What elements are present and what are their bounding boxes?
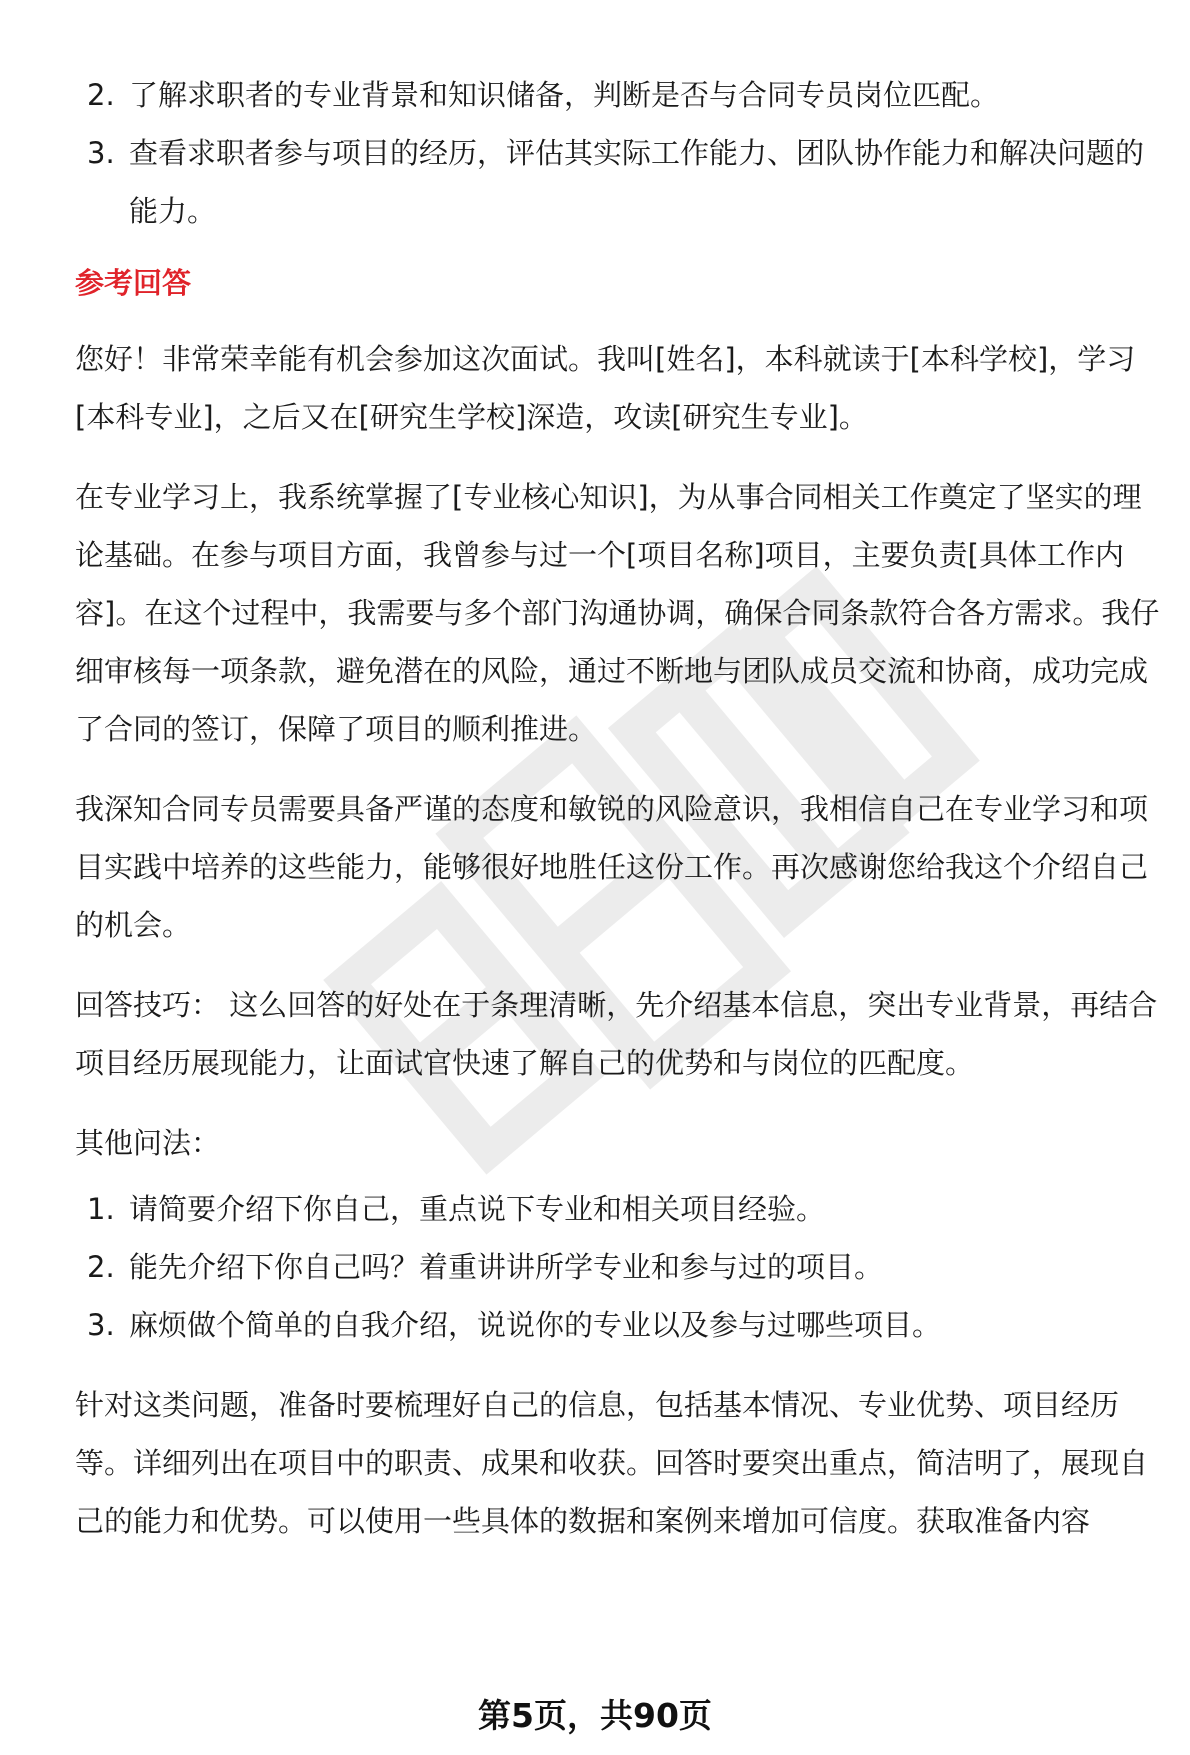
answer-paragraph: 我深知合同专员需要具备严谨的态度和敏锐的风险意识，我相信自己在专业学习和项目实践中培养的这些能力，能够很好地胜任这份工作。再次感谢您给我这个介绍自己的机会。 — [75, 792, 1149, 942]
list-item-text: 查看求职者参与项目的经历，评估其实际工作能力、团队协作能力和解决问题的能力。 — [129, 136, 1145, 228]
reference-answer-heading: 参考回答 — [75, 266, 192, 300]
list-item — [75, 1180, 1165, 1238]
list-item-number: 1. — [87, 1192, 115, 1226]
document-body — [75, 66, 1165, 1572]
list-item — [75, 124, 1165, 240]
list-item-text: 请简要介绍下你自己，重点说下专业和相关项目经验。 — [129, 1192, 826, 1226]
list-item-number: 2. — [87, 78, 115, 112]
list-item — [75, 1296, 1165, 1354]
list-item — [75, 66, 1165, 124]
closing-paragraph: 针对这类问题，准备时要梳理好自己的信息，包括基本情况、专业优势、项目经历等。详细列出在项目中的职责、成果和收获。回答时要突出重点，简洁明了，展现自己的能力和优势。可以使用一些具体的数据和案例来增加可信度。获取准备内容 — [75, 1388, 1149, 1538]
other-questions-heading: 其他问法： — [75, 1126, 221, 1160]
other-questions-list — [75, 1180, 1165, 1354]
list-item-number: 2. — [87, 1250, 115, 1284]
list-item-text: 了解求职者的专业背景和知识储备，判断是否与合同专员岗位匹配。 — [129, 78, 1000, 112]
evaluation-list — [75, 66, 1165, 240]
answer-paragraph: 您好！非常荣幸能有机会参加这次面试。我叫[姓名]，本科就读于[本科学校]，学习[本科专业]，之后又在[研究生学校]深造，攻读[研究生专业]。 — [75, 342, 1136, 434]
page-number-footer: 第5页，共90页 — [478, 1696, 712, 1735]
list-item-text: 能先介绍下你自己吗？着重讲讲所学专业和参与过的项目。 — [129, 1250, 884, 1284]
answer-paragraph: 在专业学习上，我系统掌握了[专业核心知识]，为从事合同相关工作奠定了坚实的理论基础。在参与项目方面，我曾参与过一个[项目名称]项目，主要负责[具体工作内容]。在这个过程中，我需要与多个部门沟通协调，确保合同条款符合各方需求。我仔细审核每一项条款，避免潜在的风险，通过不断地与团队成员交流和协商，成功完成了合同的签订，保障了项目的顺利推进。 — [75, 480, 1160, 746]
list-item-number: 3. — [87, 136, 115, 170]
list-item-number: 3. — [87, 1308, 115, 1342]
list-item-text: 麻烦做个简单的自我介绍，说说你的专业以及参与过哪些项目。 — [129, 1308, 942, 1342]
list-item — [75, 1238, 1165, 1296]
answer-tip-paragraph: 回答技巧： 这么回答的好处在于条理清晰，先介绍基本信息，突出专业背景，再结合项目经历展现能力，让面试官快速了解自己的优势和与岗位的匹配度。 — [75, 988, 1158, 1080]
